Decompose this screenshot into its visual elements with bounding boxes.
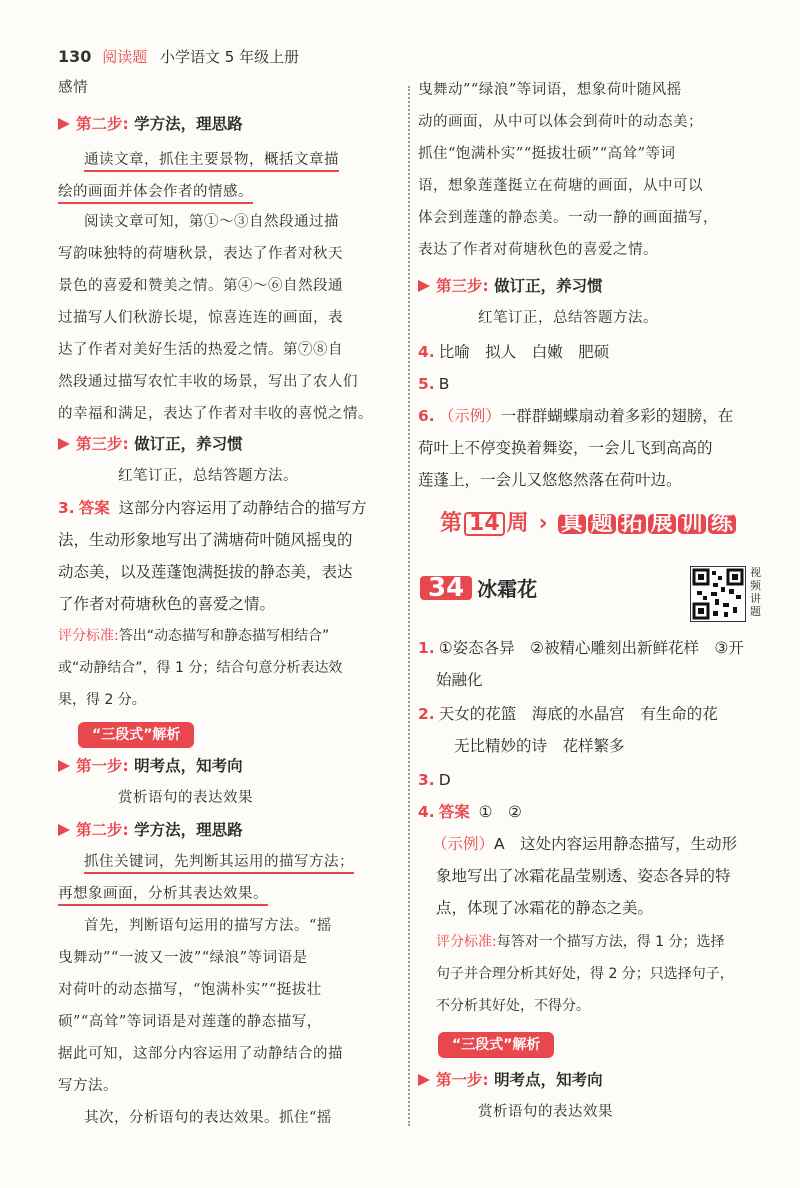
text-line: 红笔订正，总结答题方法。 bbox=[478, 310, 658, 326]
question-6: 6. （示例）一群群蝴蝶扇动着多彩的翅膀，在 bbox=[418, 407, 734, 425]
answer-3: 3. D bbox=[418, 771, 451, 789]
step1-heading: 第一步: 明考点，知考向 bbox=[418, 1070, 603, 1090]
week-banner: 第 14 周 › 真 题 拓 展 训 练 bbox=[440, 512, 738, 536]
book-title: 小学语文 5 年级上册 bbox=[159, 48, 300, 66]
text-line: 体会到莲蓬的静态美。一动一静的画面描写， bbox=[418, 210, 718, 226]
analysis-badge: “三段式”解析 bbox=[78, 722, 194, 748]
text-line: 写韵味独特的荷塘秋景，表达了作者对秋天 bbox=[58, 246, 343, 262]
arrow-icon bbox=[58, 118, 70, 130]
step1-heading: 第一步: 明考点，知考向 bbox=[58, 756, 243, 776]
key-method-line: 绘的画面并体会作者的情感。 bbox=[58, 182, 253, 202]
qr-code[interactable] bbox=[690, 566, 746, 622]
text-line: 的幸福和满足，表达了作者对丰收的喜悦之情。 bbox=[58, 406, 373, 422]
text-line: 动的画面，从中可以体会到荷叶的动态美； bbox=[418, 114, 703, 130]
arrow-icon bbox=[418, 280, 430, 292]
lesson-title: 冰霜花 bbox=[477, 577, 538, 601]
score-standard: 评分标准:答出“动态描写和静态描写相结合” bbox=[58, 628, 330, 644]
text-line: 始融化 bbox=[436, 671, 483, 689]
answer-1: 1. ①姿态各异 ②被精心雕刻出新鲜花样 ③开 bbox=[418, 639, 744, 657]
text-line: 其次，分析语句的表达效果。抓住“摇 bbox=[84, 1110, 332, 1126]
key-method-line: 再想象画面，分析其表达效果。 bbox=[58, 884, 268, 904]
question-4: 4. 比喻 拟人 白嫩 肥硕 bbox=[418, 343, 610, 361]
text-line: 荷叶上不停变换着舞姿，一会儿飞到高高的 bbox=[418, 439, 713, 457]
text-line: 然段通过描写农忙丰收的场景，写出了农人们 bbox=[58, 374, 358, 390]
arrow-icon bbox=[418, 1074, 430, 1086]
text-line: 句子并合理分析其好处，得 2 分；只选择句子， bbox=[436, 966, 734, 982]
text-line: 抓住“饱满朴实”“挺拔壮硕”“高耸”等词 bbox=[418, 146, 676, 162]
text-line: 对荷叶的动态描写，“饱满朴实”“挺拔壮 bbox=[58, 982, 322, 998]
text-line: 景色的喜爱和赞美之情。第④～⑥自然段通 bbox=[58, 278, 343, 294]
text-line: 达了作者对美好生活的热爱之情。第⑦⑧自 bbox=[58, 342, 343, 358]
step3-heading: 第三步: 做订正，养习惯 bbox=[58, 434, 243, 454]
arrow-icon bbox=[58, 760, 70, 772]
text-line: 法，生动形象地写出了满塘荷叶随风摇曳的 bbox=[58, 531, 353, 549]
text-line: 动态美，以及莲蓬饱满挺拔的静态美，表达 bbox=[58, 563, 353, 581]
step2-heading: 第二步: 学方法，理思路 bbox=[58, 114, 243, 134]
text-line: 莲蓬上，一会儿又悠悠然落在荷叶边。 bbox=[418, 471, 682, 489]
text-line: 曳舞动”“一波又一波”“绿浪”等词语是 bbox=[58, 950, 308, 966]
text-line: 红笔订正，总结答题方法。 bbox=[118, 468, 298, 484]
text-line: 了作者对荷塘秋色的喜爱之情。 bbox=[58, 595, 276, 613]
text-line: 赏析语句的表达效果 bbox=[118, 790, 253, 806]
text-line: 曳舞动”“绿浪”等词语，想象荷叶随风摇 bbox=[418, 82, 682, 98]
text-line: 点，体现了冰霜花的静态之美。 bbox=[436, 899, 654, 917]
text-line: 过描写人们秋游长堤，惊喜连连的画面，表 bbox=[58, 310, 343, 326]
answer-2: 2. 天女的花篮 海底的水晶宫 有生命的花 bbox=[418, 705, 718, 723]
text-line: 表达了作者对荷塘秋色的喜爱之情。 bbox=[418, 242, 658, 258]
text-line: 据此可知，这部分内容运用了动静结合的描 bbox=[58, 1046, 343, 1062]
lesson-header bbox=[420, 573, 538, 603]
text-line: 赏析语句的表达效果 bbox=[478, 1104, 613, 1120]
step2-heading: 第二步: 学方法，理思路 bbox=[58, 820, 243, 840]
question-5: 5. B bbox=[418, 375, 450, 393]
step3-heading: 第三步: 做订正，养习惯 bbox=[418, 276, 603, 296]
text-line: 象地写出了冰霜花晶莹剔透、姿态各异的特 bbox=[436, 867, 731, 885]
qr-label: 视频讲题 bbox=[750, 566, 761, 618]
text-line: 阅读文章可知，第①～③自然段通过描 bbox=[84, 214, 339, 230]
key-method-line: 抓住关键词，先判断其运用的描写方法； bbox=[84, 852, 354, 872]
text-line: 果，得 2 分。 bbox=[58, 692, 146, 708]
answer-4: 4. 答案 ① ② bbox=[418, 803, 522, 821]
key-method-line: 通读文章，抓住主要景物，概括文章描 bbox=[84, 150, 339, 170]
text-line: 或“动静结合”，得 1 分；结合句意分析表达效 bbox=[58, 660, 343, 676]
page-number: 130 bbox=[58, 47, 92, 66]
section-label: 阅读题 bbox=[102, 48, 148, 66]
answer-4-example: （示例）A 这处内容运用静态描写，生动形 bbox=[432, 835, 738, 853]
score-standard: 评分标准:每答对一个描写方法，得 1 分；选择 bbox=[436, 934, 725, 950]
text-line: 硕”“高耸”等词语是对莲蓬的静态描写， bbox=[58, 1014, 322, 1030]
text-line: 感情 bbox=[58, 80, 88, 96]
text-line: 语，想象莲蓬挺立在荷塘的画面，从中可以 bbox=[418, 178, 703, 194]
text-line: 不分析其好处，不得分。 bbox=[436, 998, 590, 1014]
text-line: 首先，判断语句运用的描写方法。“摇 bbox=[84, 918, 332, 934]
question-3: 3. 答案 这部分内容运用了动静结合的描写方 bbox=[58, 499, 367, 517]
column-divider bbox=[408, 86, 410, 1126]
text-line: 无比精妙的诗 花样繁多 bbox=[454, 737, 625, 755]
text-line: 写方法。 bbox=[58, 1078, 118, 1094]
lesson-number: 34 bbox=[420, 576, 472, 600]
page-header bbox=[58, 46, 299, 67]
analysis-badge: “三段式”解析 bbox=[438, 1032, 554, 1058]
arrow-icon bbox=[58, 438, 70, 450]
arrow-icon bbox=[58, 824, 70, 836]
